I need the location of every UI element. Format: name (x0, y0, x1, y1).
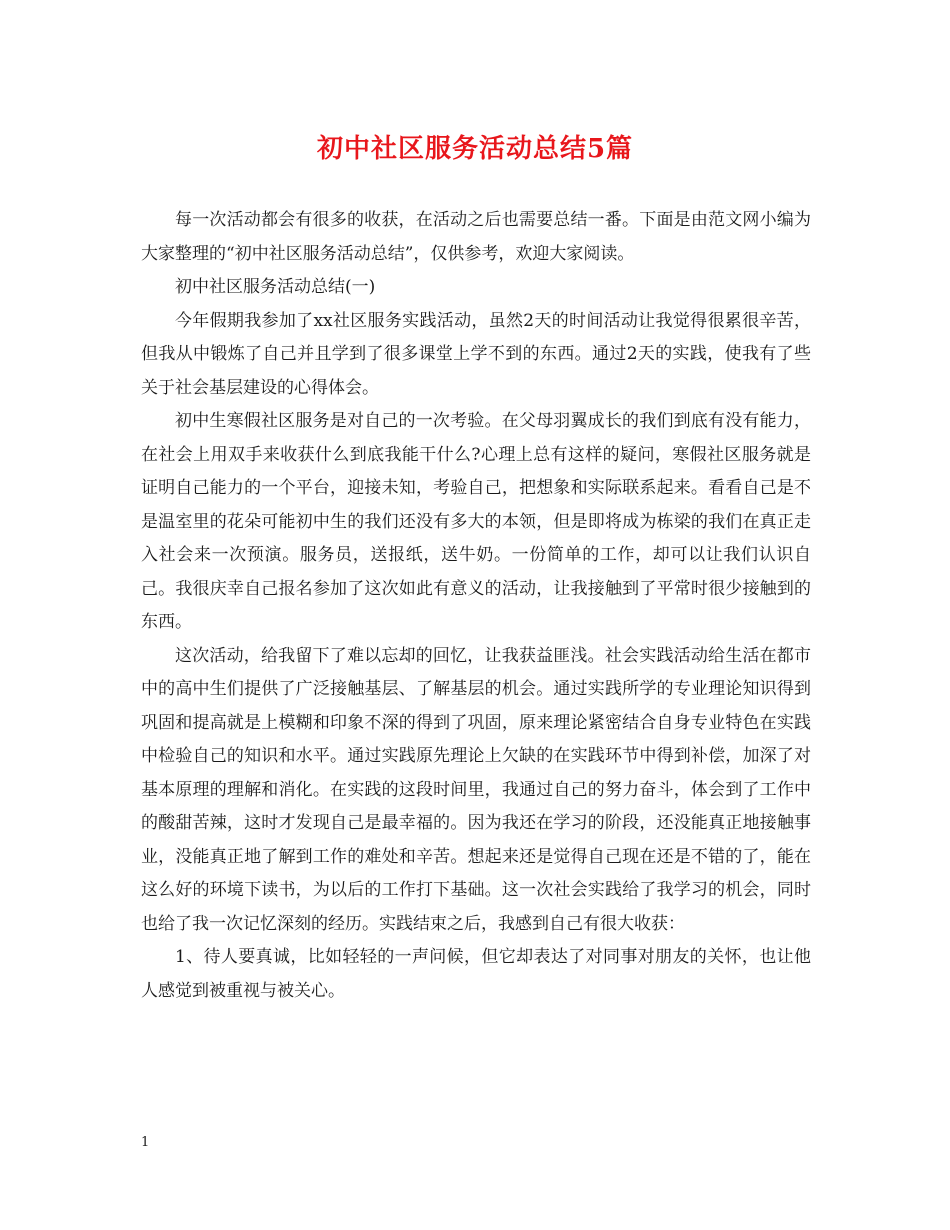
document-body (141, 204, 811, 1008)
section-heading: 初中社区服务活动总结(一) (175, 277, 376, 297)
body-paragraph: 这次活动，给我留下了难以忘却的回忆，让我获益匪浅。社会实践活动给生活在都市中的高中生们提供了广泛接触基层、了解基层的机会。通过实践所学的专业理论知识得到巩固和提高就是上模糊和印象不深的得到了巩固，原来理论紧密结合自身专业特色在实践中检验自己的知识和水平。通过实践原先理论上欠缺的在实践环节中得到补偿，加深了对基本原理的理解和消化。在实践的这段时间里，我通过自己的努力奋斗，体会到了工作中的酸甜苦辣，这时才发现自己是最幸福的。因为我还在学习的阶段，还没能真正地接触事业，没能真正地了解到工作的难处和辛苦。想起来还是觉得自己现在还是不错的了，能在这么好的环境下读书，为以后的工作打下基础。这一次社会实践给了我学习的机会，同时也给了我一次记忆深刻的经历。实践结束之后，我感到自己有很大收获： (141, 645, 811, 934)
body-paragraph: 初中生寒假社区服务是对自己的一次考验。在父母羽翼成长的我们到底有没有能力，在社会上用双手来收获什么到底我能干什么?心理上总有这样的疑问，寒假社区服务就是证明自己能力的一个平台，迎接未知，考验自己，把想象和实际联系起来。看看自己是不是温室里的花朵可能初中生的我们还没有多大的本领，但是即将成为栋梁的我们在真正走入社会来一次预演。服务员，送报纸，送牛奶。一份简单的工作，却可以让我们认识自己。我很庆幸自己报名参加了这次如此有意义的活动，让我接触到了平常时很少接触到的东西。 (141, 411, 811, 632)
body-paragraph: 今年假期我参加了xx社区服务实践活动，虽然2天的时间活动让我觉得很累很辛苦，但我从中锻炼了自己并且学到了很多课堂上学不到的东西。通过2天的实践，使我有了些关于社会基层建设的心得体会。 (141, 310, 811, 398)
intro-paragraph: 每一次活动都会有很多的收获，在活动之后也需要总结一番。下面是由范文网小编为大家整理的“初中社区服务活动总结”，仅供参考，欢迎大家阅读。 (141, 210, 811, 264)
document-title: 初中社区服务活动总结5篇 (316, 134, 634, 164)
page-number: 1 (141, 1135, 150, 1150)
body-paragraph: 1、待人要真诚，比如轻轻的一声问候，但它却表达了对同事对朋友的关怀，也让他人感觉到被重视与被关心。 (141, 947, 811, 1001)
